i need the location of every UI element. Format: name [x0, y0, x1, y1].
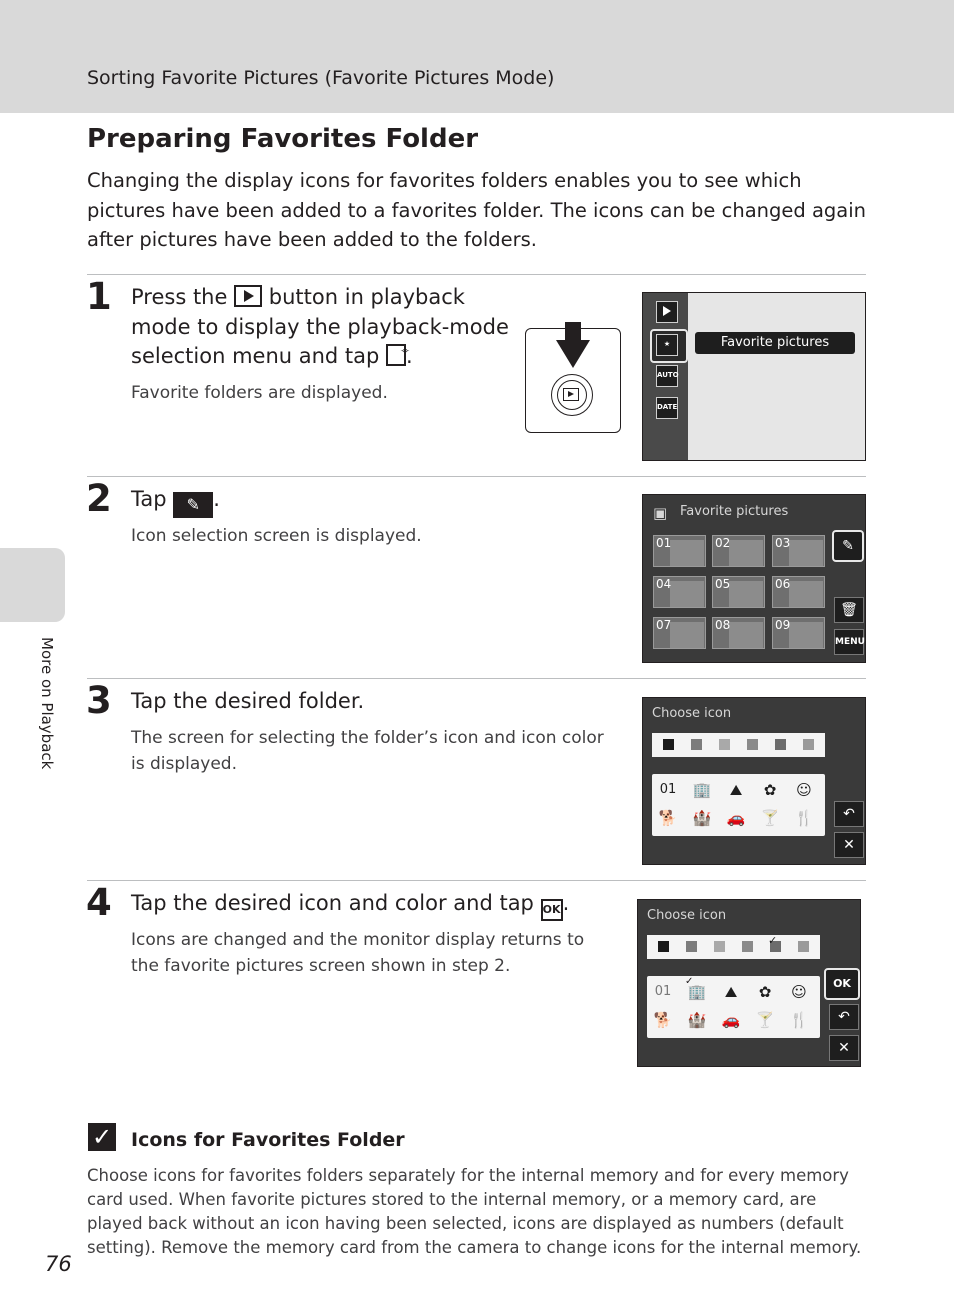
face-icon[interactable]: ☺ [796, 781, 812, 799]
color-swatch[interactable] [686, 941, 697, 952]
selected-check-icon: ✓ [768, 934, 778, 947]
step-title-text: Tap [131, 487, 167, 511]
page-number: 76 [45, 1252, 72, 1276]
press-arrow-head [556, 340, 590, 368]
step-body: Icons are changed and the monitor display returns to the favorite pictures screen shown in step 2. [131, 930, 585, 976]
color-swatch[interactable] [719, 739, 730, 750]
choose-icon-ok-screen [637, 899, 861, 1067]
note-title: Icons for Favorites Folder [131, 1129, 405, 1151]
face-icon[interactable]: ☺ [791, 983, 807, 1001]
folder-cell[interactable]: 01 [653, 535, 706, 567]
side-tab [0, 548, 65, 622]
flower-icon[interactable]: ✿ [763, 781, 777, 799]
castle-icon[interactable]: 🏰 [692, 809, 712, 827]
favorite-pictures-icon [386, 344, 406, 366]
edit-icon: ✎ [173, 492, 213, 518]
cocktail-icon[interactable]: 🍸 [755, 1011, 775, 1029]
folder-cell[interactable]: 03 [772, 535, 825, 567]
color-bar [652, 733, 825, 757]
note-body: Choose icons for favorites folders separately for the internal memory and for every memory card used. When favorite pictures stored to the internal memory, or a memory card, are played back without an icon having been selected, icons are displayed as numbers (default setting). Remove the memory card from the camera to change icons for the internal memory. [87, 1166, 862, 1257]
flower-icon[interactable]: ✿ [758, 983, 772, 1001]
step-title [131, 889, 569, 921]
divider [87, 274, 866, 275]
screen-title: Choose icon [652, 706, 732, 721]
note-check-icon: ✓ [88, 1123, 116, 1151]
play-icon [563, 388, 579, 401]
playback-mode-screen [642, 292, 866, 461]
color-swatch[interactable] [775, 739, 786, 750]
step-title [131, 283, 516, 372]
back-icon[interactable]: ↶ [829, 1004, 859, 1030]
color-swatch[interactable] [803, 739, 814, 750]
color-bar [647, 935, 820, 959]
step-title [131, 485, 220, 518]
color-swatch[interactable] [691, 739, 702, 750]
mountain-icon[interactable]: ⛰ [729, 781, 743, 799]
car-icon[interactable]: 🚗 [726, 809, 746, 827]
step-number: 1 [86, 275, 112, 318]
close-icon[interactable]: ✕ [829, 1035, 859, 1061]
running-header: Sorting Favorite Pictures (Favorite Pictures Mode) [87, 67, 555, 89]
press-arrow-icon [565, 322, 581, 342]
color-swatch[interactable] [747, 739, 758, 750]
step-title-text: Press the [131, 285, 228, 309]
mode-description-area [688, 293, 865, 460]
intro-paragraph: Changing the display icons for favorites folders enables you to see which pictures have been added to a favorites folder. The icons can be changed again after pictures have been added to the folders. [87, 169, 867, 251]
car-icon[interactable]: 🚗 [721, 1011, 741, 1029]
favorite-pictures-icon: ▣ [653, 504, 668, 522]
color-swatch[interactable] [714, 941, 725, 952]
ok-icon: OK [541, 899, 563, 921]
folder-cell[interactable]: 02 [712, 535, 765, 567]
building-icon[interactable]: 🏢 [687, 983, 707, 1001]
icon-panel [647, 976, 820, 1038]
folder-cell[interactable]: 04 [653, 576, 706, 608]
auto-sort-icon[interactable]: AUTO [656, 365, 678, 387]
favorite-pictures-icon[interactable]: ★ [656, 334, 678, 356]
folder-cell[interactable]: 09 [772, 617, 825, 649]
header-band [0, 0, 954, 113]
list-by-date-icon[interactable]: DATE [656, 397, 678, 419]
divider [87, 678, 866, 679]
selected-check-icon: ✓ [685, 976, 694, 987]
step-title: Tap the desired folder. [131, 689, 365, 713]
folder-cell[interactable]: 07 [653, 617, 706, 649]
cutlery-icon[interactable]: 🍴 [794, 809, 814, 827]
folder-cell[interactable]: 05 [712, 576, 765, 608]
edit-icon-button[interactable]: ✎ [832, 530, 864, 562]
choose-icon-screen [642, 697, 866, 865]
side-tab-label: More on Playback [38, 637, 56, 770]
step-body: The screen for selecting the folder’s icon and icon color is displayed. [131, 728, 604, 774]
castle-icon[interactable]: 🏰 [687, 1011, 707, 1029]
favorite-pictures-screen [642, 494, 866, 663]
color-swatch[interactable] [798, 941, 809, 952]
back-icon[interactable]: ↶ [834, 801, 864, 827]
step-title-end: . [562, 891, 570, 915]
play-mode-icon[interactable] [656, 301, 678, 323]
step-body: Favorite folders are displayed. [131, 383, 388, 403]
step-number: 2 [86, 477, 112, 520]
cocktail-icon[interactable]: 🍸 [760, 809, 780, 827]
folder-cell[interactable]: 06 [772, 576, 825, 608]
step-title-text: Tap the desired icon and color and tap [131, 891, 534, 915]
divider [87, 880, 866, 881]
trash-icon[interactable]: 🗑 [834, 597, 864, 623]
menu-button[interactable]: MENU [834, 629, 864, 655]
page-title: Preparing Favorites Folder [87, 124, 479, 154]
step-number: 4 [86, 881, 112, 924]
step-body: Icon selection screen is displayed. [131, 526, 422, 546]
playback-button-icon [234, 285, 262, 307]
folder-cell[interactable]: 08 [712, 617, 765, 649]
color-swatch[interactable] [658, 941, 669, 952]
step-number: 3 [86, 679, 112, 722]
step-title-end: . [213, 487, 220, 511]
dog-icon[interactable]: 🐕 [653, 1011, 673, 1029]
icon-panel [652, 774, 825, 836]
mountain-icon[interactable]: ⛰ [724, 983, 738, 1001]
number-icon[interactable]: 01 [659, 782, 677, 797]
dog-icon[interactable]: 🐕 [658, 809, 678, 827]
screen-title: Choose icon [647, 908, 727, 923]
color-swatch[interactable] [742, 941, 753, 952]
selected-mode-label: Favorite pictures [695, 332, 855, 354]
step-title-end: . [406, 344, 413, 368]
cutlery-icon[interactable]: 🍴 [789, 1011, 809, 1029]
ok-button[interactable]: OK [824, 968, 860, 1000]
screen-title: Favorite pictures [680, 504, 789, 519]
close-icon[interactable]: ✕ [834, 832, 864, 858]
divider [87, 476, 866, 477]
building-icon[interactable]: 🏢 [692, 781, 712, 799]
color-swatch[interactable] [663, 739, 674, 750]
number-icon[interactable]: 01 [654, 984, 672, 999]
step-title-text: button in playback mode to display the playback-mode selection menu and tap [131, 285, 509, 368]
